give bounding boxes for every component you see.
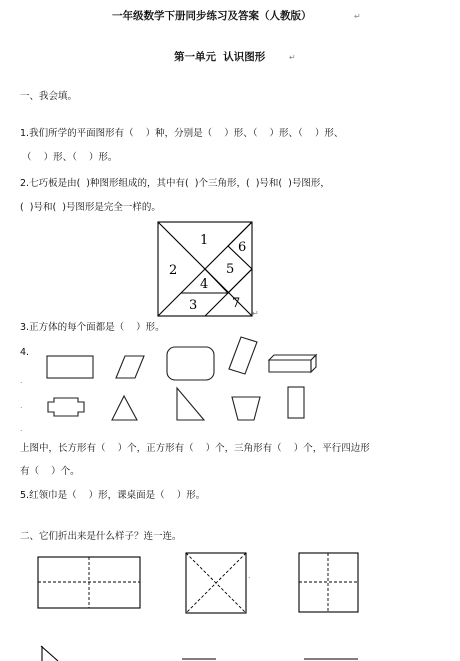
dot-mark: .: [20, 401, 23, 410]
dot-mark: .: [20, 376, 23, 385]
paragraph-mark: ↵: [354, 12, 361, 21]
document-title: 一年级数学下册同步练习及答案（人教版）: [112, 10, 312, 22]
dot-mark: .: [20, 424, 23, 433]
tangram-number-5: 5: [226, 262, 235, 277]
question-1-line-1: 1.我们所学的平面图形有（ ）种，分别是（ ）形、（ ）形、（ ）形、: [20, 128, 344, 139]
question-4-answer-line-2: 有（ ）个。: [20, 466, 80, 477]
question-5: 5.红领巾是（ ）形，课桌面是（ ）形。: [20, 490, 206, 501]
question-1-line-2: （ ）形、（ ）形。: [22, 152, 118, 163]
folded-rectangle-figure: [38, 557, 140, 608]
folded-square-cross-figure: [299, 553, 358, 612]
section-two-heading: 二、它们折出来是什么样子？连一连。: [20, 531, 182, 542]
question-4-label: 4.: [20, 347, 30, 358]
tangram-number-7: 7: [232, 296, 241, 311]
partial-shape: [41, 646, 58, 661]
unit-title: 第一单元 认识图形: [174, 51, 266, 63]
paragraph-mark: ↵: [289, 53, 296, 62]
question-4-answer-line-1: 上图中，长方形有（ ）个，正方形有（ ）个，三角形有（ ）个，平行四边形: [20, 443, 370, 454]
tangram-number-1: 1: [200, 233, 209, 248]
tangram-number-6: 6: [238, 240, 247, 255]
question-2-line-2: ( )号和( )号图形是完全一样的。: [20, 202, 161, 213]
tangram-number-2: 2: [169, 263, 178, 278]
tangram-number-4: 4: [200, 277, 209, 292]
question-2-line-1: 2.七巧板是由( )种图形组成的，其中有( )个三角形，( )号和( )号图形，: [20, 178, 330, 189]
paragraph-mark: ↵: [252, 309, 259, 318]
dot-mark: .: [248, 571, 251, 580]
folded-square-diagonal-figure: [186, 553, 246, 613]
section-one-heading: 一、我会填。: [20, 91, 78, 102]
tangram-number-3: 3: [189, 298, 198, 313]
question-3: 3.正方体的每个面都是（ ）形。: [20, 322, 165, 333]
